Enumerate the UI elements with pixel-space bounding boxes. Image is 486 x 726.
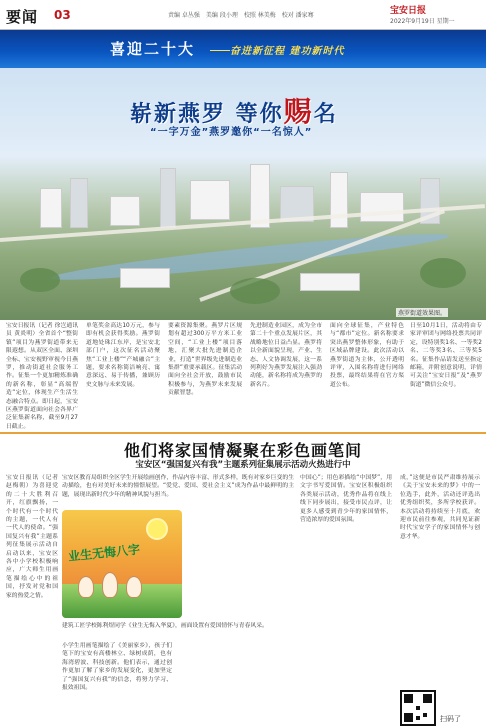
photo-subheadline: “一字万金”燕罗邀你“一名惊人” xyxy=(150,127,313,138)
article-column: 小学生用画笔描绘了《美丽家乡》，孩子们笔下的宝安有高楼林立、绿树成荫，也有海湾碧波、科技创新。他们表示，通过创作更加了解了家乡的发展变化，更加坚定了“强国复兴有我”的信念，将努力学习、报效祖国。 xyxy=(62,643,172,692)
article-column: 要素资源集聚。燕罗片区规划有超过300万平方米工业空间，“工业上楼”项目落地，汇聚大批先进制造企业，打造“世界级先进制造业集群”重要承载区。征集活动面向全社会开放，鼓励市民积极参与，为燕罗未来发展贡献智慧。 xyxy=(168,323,242,397)
headline-highlight: 赐 xyxy=(283,95,314,128)
tree-shape xyxy=(420,258,466,288)
article-column: 日至10月1日，活动将由专家评审团与网络投票共同评定，设特别奖1名、一等奖2名、二等奖3名、三等奖5名。征集作品请发送至指定邮箱，并附创意说明，详情可关注“宝安日报”及“燕罗街道”微信公众号。 xyxy=(410,323,482,388)
headline-text: 崭新燕罗 等你 xyxy=(130,102,284,127)
student-painting xyxy=(62,510,182,618)
feature-title: 他们将家国情凝聚在彩色画笔间 xyxy=(123,441,362,460)
building-shape xyxy=(110,196,140,226)
painting-text: 业生无悔八字 xyxy=(67,542,141,564)
issue-date: 2022年9月19日 星期一 xyxy=(390,18,455,25)
qr-label: 扫码了 xyxy=(440,715,461,723)
article-column: 宝安日报讯（记者 赵梅朝）为喜迎党的二十大胜利召开，红旗飘扬，一个时代有一个时代的主题，一代人有一代人的使命。“强国复兴有我”主题系列征集展示活动自启动以来，宝安区各中小学校积极响应，广大师生用画笔描绘心中的祖国，抒发对党和国家的热爱之情。 xyxy=(6,475,58,599)
article-column: 宝安区教育局组织全区学生开展绘画创作，作品内容丰富、形式多样，既有对家乡巨变的生动描绘，也有对美好未来的憧憬展望。“爱党、爱国、爱社会主义”成为作品中最鲜明的主题，展现出新时代少年的精神风貌与担当。 xyxy=(62,475,294,498)
qr-cell xyxy=(423,694,432,703)
aerial-photo xyxy=(0,68,486,320)
sun-shape xyxy=(146,518,168,540)
article-column: 中国心”；用色彩描绘“中国梦”，用文字书写爱国情。宝安区积极组织各类展示活动，优秀作品将在线上线下同步展出，接受市民点评，让更多人感受到青少年的家国情怀，营造浓厚的爱国氛围。 xyxy=(300,475,392,524)
banner-subtitle: 奋进新征程 建功新时代 xyxy=(230,46,345,57)
article-column: 面向全球征集，产业特色与“都市”定位。新名称要求突出燕罗整体形象，有助于区域品牌建设。此次活动以燕罗街道为主体，公开透明评审，入围名称将进行网络投票，最终结果将在官方渠道公布。 xyxy=(330,323,404,388)
qr-cell xyxy=(416,706,420,710)
painting-caption: 建筑工匠学校陈利煜同学《业生无悔入华夏》，画面设置有爱国情怀与青春风采。 xyxy=(62,623,268,629)
article-column: 宝安日报讯（记者 徐岂通讯员 黄炎明）全省首个“整街镇”项目为燕罗街道带来无限遐想。从双区全面、深圳全标、宝安视野审视今日燕罗，推动街道社会服务工作。征集一个更加精炼准确的新名称，彰显“高端智造”定位，体现生产生活生态融合特点。即日起，宝安区燕罗街道面向社会各界广泛征集新名称，截至9月27日截止。 xyxy=(6,323,78,430)
banner xyxy=(0,30,486,68)
page-number: 03 xyxy=(54,8,71,22)
qr-cell xyxy=(416,716,420,720)
article-column: 成，”这便是市民严肃维持展示《关于宝安未来的梦》中的一位选手，此外，活动还评选出优秀组织奖，多所学校获评。本次活动将持续至十月底，欢迎市民前往参观，共同见证新时代宝安学子的家国情怀与创意才华。 xyxy=(400,475,480,540)
feature-article xyxy=(0,432,486,726)
headline-text: 名 xyxy=(313,102,338,127)
tree-shape xyxy=(230,278,280,304)
building-shape xyxy=(70,178,88,228)
building-shape xyxy=(330,172,348,228)
feature-subtitle: 宝安区“强国复兴有我”主题系列征集展示活动火热进行中 xyxy=(135,460,351,470)
figure-shape xyxy=(78,576,94,598)
qr-cell xyxy=(404,694,413,703)
banner-title: 喜迎二十大 xyxy=(110,40,196,58)
building-shape xyxy=(120,268,170,288)
building-shape xyxy=(190,180,230,220)
tree-shape xyxy=(20,268,60,292)
qr-cell xyxy=(423,713,427,717)
building-shape xyxy=(300,273,360,291)
building-shape xyxy=(360,192,404,222)
banner-divider xyxy=(210,50,230,51)
newspaper-logo: 宝安日报 xyxy=(390,6,427,16)
article-column: 单笔奖金高达10万元，参与即有机会获得奖励。燕罗街道地处珠江东岸，是宝安北部门户，这次征名活动聚焦“工业上楼”“产城融合”主题，要求名称简洁响亮、寓意深远、易于传播，兼顾历史文脉与未来发展。 xyxy=(86,323,160,388)
figure-shape xyxy=(126,576,142,598)
page-header xyxy=(0,0,486,30)
top-article xyxy=(0,322,486,430)
qr-cell xyxy=(404,713,413,722)
editor-credits: 责编 卓丛强 美编 段小理 校照 林美梅 校对 潘家骞 xyxy=(168,12,314,19)
qr-code[interactable] xyxy=(400,690,436,726)
building-shape xyxy=(160,168,176,228)
section-name: 要闻 xyxy=(6,8,39,26)
figure-shape xyxy=(102,572,118,598)
article-column: 先进制造业园区，成为全市第二十个重点发展片区，其战略地位日益凸显。燕罗将以全新面貌呈现，产业、生态、人文协调发展，这一系列利好为燕罗发展注入强劲动能，新名称将成为燕罗的新名片。 xyxy=(250,323,322,388)
photo-caption: 燕罗街道效果图。 xyxy=(398,310,447,317)
building-shape xyxy=(40,188,62,228)
